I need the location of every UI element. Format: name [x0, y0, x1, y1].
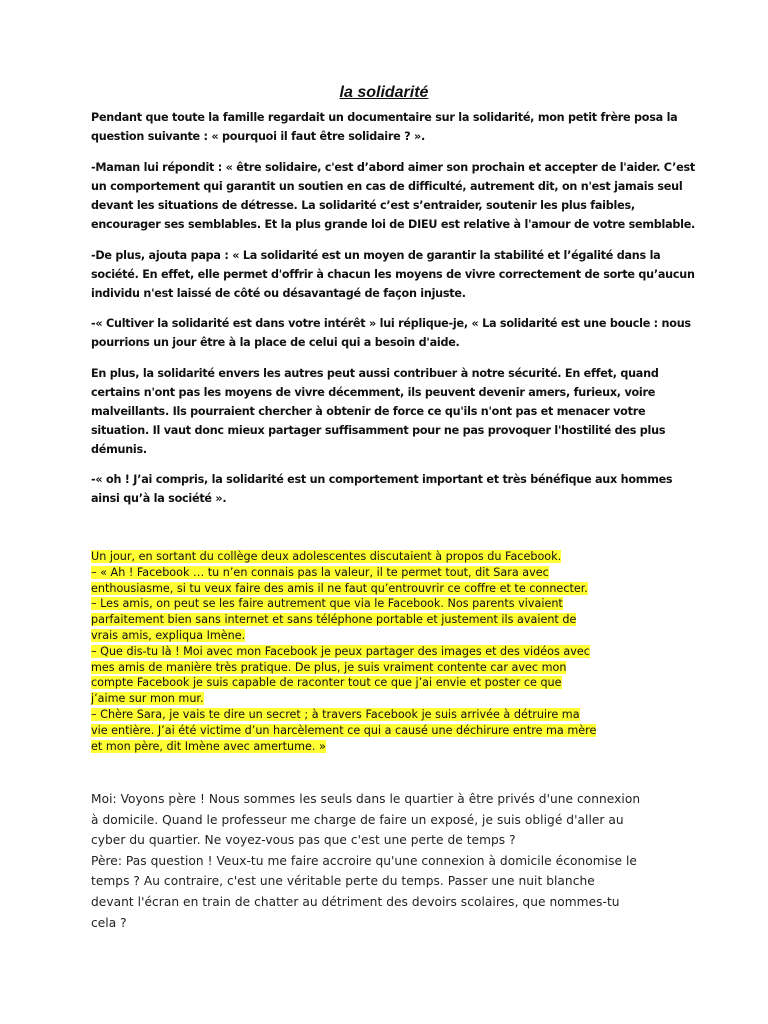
paragraph-maman — [91, 158, 696, 234]
text-line: temps ? Au contraire, c'est une véritable perte du temps. Passer une nuit blanche — [91, 874, 595, 889]
text-line: Père: Pas question ! Veux-tu me faire accroire qu'une connexion à domicile économise le — [91, 853, 637, 868]
highlighted-line — [91, 675, 687, 691]
text-line: cyber du quartier. Ne voyez-vous pas que c'est une perte de temps ? — [91, 833, 516, 848]
text-line: démunis. — [91, 443, 147, 456]
highlight-text: Un jour, en sortant du collège deux adolescentes discutaient à propos du Facebook. — [91, 550, 562, 563]
text-line: En plus, la solidarité envers les autres peut aussi contribuer à notre sécurité. En effet, quand — [91, 367, 659, 380]
highlight-text: – Que dis-tu là ! Moi avec mon Facebook je peux partager des images et des vidéos avec — [91, 644, 590, 658]
paragraph-securite — [91, 364, 691, 459]
text-line: malveillants. Ils pourraient chercher à obtenir de force ce qu'ils n'ont pas et menacer votre — [91, 405, 646, 418]
highlighted-line — [91, 628, 687, 644]
paragraph-cultiver — [91, 314, 691, 352]
highlighted-line — [91, 644, 687, 660]
text-line: -« oh ! J’ai compris, la solidarité est un comportement important et très bénéfique aux hommes — [91, 473, 673, 486]
text-line: à domicile. Quand le professeur me charge de faire un exposé, je suis obligé d'aller au — [91, 812, 624, 827]
text-line: situation. Il vaut donc mieux partager suffisamment pour ne pas provoquer l'hostilité des plus — [91, 424, 666, 437]
text-line: ainsi qu’à la société ». — [91, 492, 227, 505]
document-title: la solidarité — [339, 84, 429, 101]
text-line: Pendant que toute la famille regardait un documentaire sur la solidarité, mon petit frère posa la — [91, 111, 678, 124]
text-line: devant les situations de détresse. La solidarité c’est s’entraider, soutenir les plus faibles, — [91, 199, 635, 212]
text-line: -De plus, ajouta papa : « La solidarité est un moyen de garantir la stabilité et l’égalité dans la — [91, 249, 661, 262]
highlighted-line — [91, 612, 687, 628]
text-line: -« Cultiver la solidarité est dans votre intérêt » lui réplique-je, « La solidarité est une boucle : nous — [91, 317, 691, 330]
highlight-text: – Chère Sara, je vais te dire un secret ; à travers Facebook je suis arrivée à détruire ma — [91, 707, 580, 721]
paragraph-conclusion — [91, 470, 691, 508]
highlighted-line — [91, 596, 687, 612]
text-line: -Maman lui répondit : « être solidaire, c'est d’abord aimer son prochain et accepter de l'aider. C’est — [91, 161, 695, 174]
highlight-text: compte Facebook je suis capable de raconter tout ce que j’ai envie et poster ce que — [91, 676, 562, 690]
text-line: un comportement qui garantit un soutien en cas de difficulté, autrement dit, on n'est jamais seul — [91, 180, 683, 193]
highlight-text: enthousiasme, si tu veux faire des amis il ne faut qu’entrouvrir ce coffre et te connecter. — [91, 581, 588, 595]
highlighted-line — [91, 565, 687, 581]
highlight-text: vrais amis, expliqua Imène. — [91, 628, 246, 642]
text-line: encourager ses semblables. Et la plus grande loi de DIEU est relative à l'amour de votre semblable. — [91, 218, 696, 231]
highlight-text: parfaitement bien sans internet et sans téléphone portable et justement ils avaient de — [91, 613, 577, 627]
paragraph-papa — [91, 246, 695, 303]
highlight-text: – Les amis, on peut se les faire autrement que via le Facebook. Nos parents vivaient — [91, 597, 563, 611]
highlighted-line — [91, 549, 687, 565]
text-line: certains n'ont pas les moyens de vivre décemment, ils peuvent devenir amers, furieux, voire — [91, 386, 656, 399]
highlighted-line — [91, 691, 687, 707]
text-line: devant l'écran en train de chatter au détriment des devoirs scolaires, que nommes-tu — [91, 894, 620, 909]
highlighted-dialogue — [91, 549, 687, 754]
highlight-text: vie entière. J’ai été victime d’un harcèlement ce qui a causé une déchirure entre ma mère — [91, 723, 597, 737]
highlighted-line — [91, 739, 687, 755]
highlighted-line — [91, 723, 687, 739]
highlight-text: mes amis de manière très pratique. De plus, je suis vraiment contente car avec mon — [91, 660, 567, 674]
highlighted-line — [91, 581, 687, 597]
father-son-dialogue — [91, 789, 691, 933]
paragraph-intro — [91, 108, 691, 146]
highlight-text: – « Ah ! Facebook … tu n’en connais pas la valeur, il te permet tout, dit Sara avec — [91, 565, 549, 579]
text-line: individu n'est laissé de côté ou désavantagé de façon injuste. — [91, 287, 466, 300]
text-line: pourrions un jour être à la place de celui qui a besoin d'aide. — [91, 336, 460, 349]
highlight-text: j’aime sur mon mur. — [91, 692, 204, 706]
text-line: Moi: Voyons père ! Nous sommes les seuls dans le quartier à être privés d'une connexion — [91, 792, 641, 806]
text-line: question suivante : « pourquoi il faut être solidaire ? ». — [91, 130, 425, 143]
highlighted-line — [91, 707, 687, 723]
highlighted-line — [91, 660, 687, 676]
text-line: société. En effet, elle permet d'offrir à chacun les moyens de vivre correctement de sorte qu’aucun — [91, 268, 695, 281]
highlight-text: et mon père, dit Imène avec amertume. » — [91, 739, 326, 753]
text-line: cela ? — [91, 915, 127, 930]
